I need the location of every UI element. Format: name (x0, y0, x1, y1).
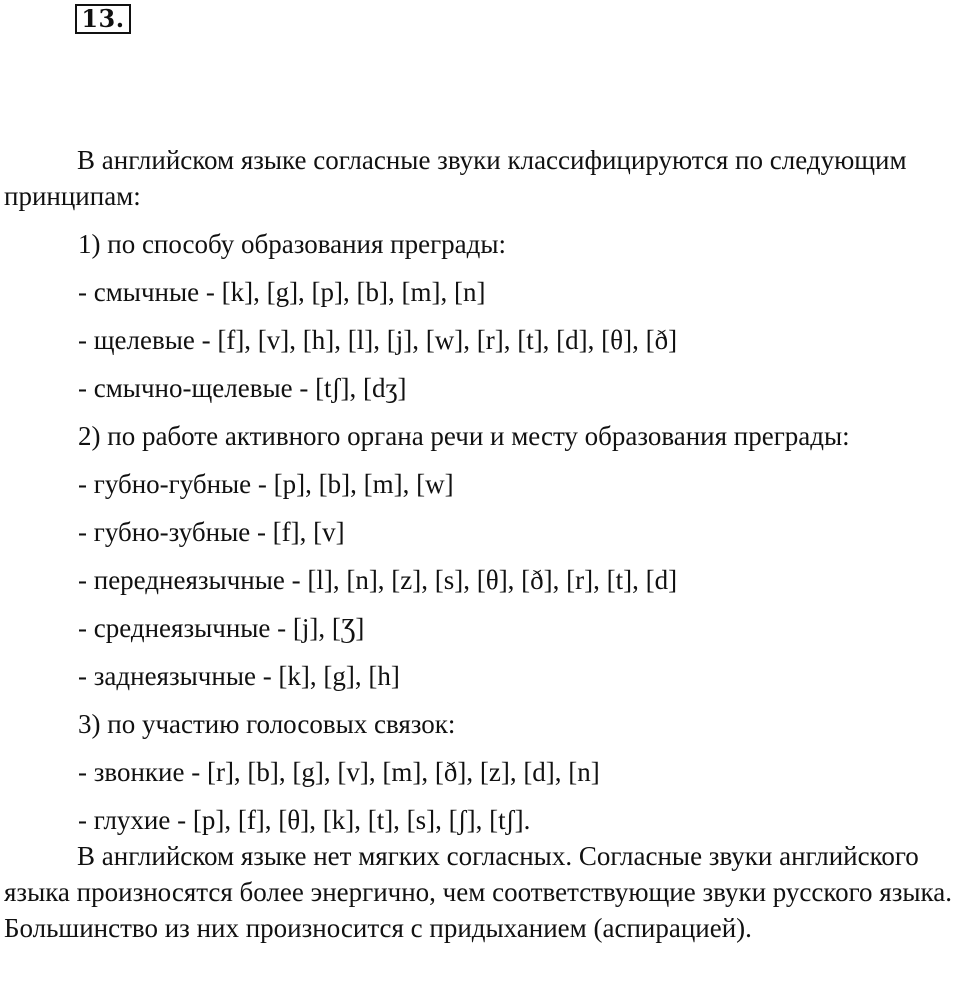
list-item-mediolingual: - среднеязычные - [j], [Ʒ] (78, 613, 365, 643)
list-item-labiodental: - губно-зубные - [f], [v] (78, 517, 345, 547)
spacer (4, 262, 956, 274)
spacer (4, 406, 956, 418)
spacer (4, 694, 956, 706)
spacer (4, 214, 956, 226)
spacer (4, 310, 956, 322)
list-item-backlingual: - заднеязычные - [k], [g], [h] (78, 661, 400, 691)
spacer (4, 358, 956, 370)
section-heading-manner: 1) по способу образования преграды: (78, 229, 507, 259)
spacer (4, 598, 956, 610)
list-item-forelingual: - переднеязычные - [l], [n], [z], [s], [θ], [ð], [r], [t], [d] (78, 565, 678, 595)
answer-text (4, 142, 956, 946)
section-heading-voicing: 3) по участию голосовых связок: (78, 709, 456, 739)
section-heading-place: 2) по работе активного органа речи и месту образования преграды: (78, 421, 850, 451)
spacer (4, 790, 956, 802)
spacer (4, 550, 956, 562)
list-item-bilabial: - губно-губные - [p], [b], [m], [w] (78, 469, 454, 499)
spacer (4, 742, 956, 754)
task-number-box (75, 4, 131, 34)
list-item-fricatives: - щелевые - [f], [v], [h], [l], [j], [w], [r], [t], [d], [θ], [ð] (78, 325, 678, 355)
spacer (4, 502, 956, 514)
list-item-voiceless: - глухие - [p], [f], [θ], [k], [t], [s], [ʃ], [tʃ]. (78, 805, 531, 835)
task-number: 13. (81, 4, 125, 33)
intro-paragraph: В английском языке согласные звуки классифицируются по следующим принципам: (4, 145, 907, 211)
conclusion-paragraph: В английском языке нет мягких согласных. Согласные звуки английского языка произносятся более энергично, чем соответствующие звуки русского языка. Большинство из них произносится с придыханием (аспирацией). (4, 841, 952, 943)
spacer (4, 454, 956, 466)
list-item-voiced: - звонкие - [r], [b], [g], [v], [m], [ð], [z], [d], [n] (78, 757, 600, 787)
list-item-affricates: - смычно-щелевые - [tʃ], [dʒ] (78, 373, 407, 403)
spacer (4, 646, 956, 658)
list-item-stops: - смычные - [k], [g], [p], [b], [m], [n] (78, 277, 486, 307)
